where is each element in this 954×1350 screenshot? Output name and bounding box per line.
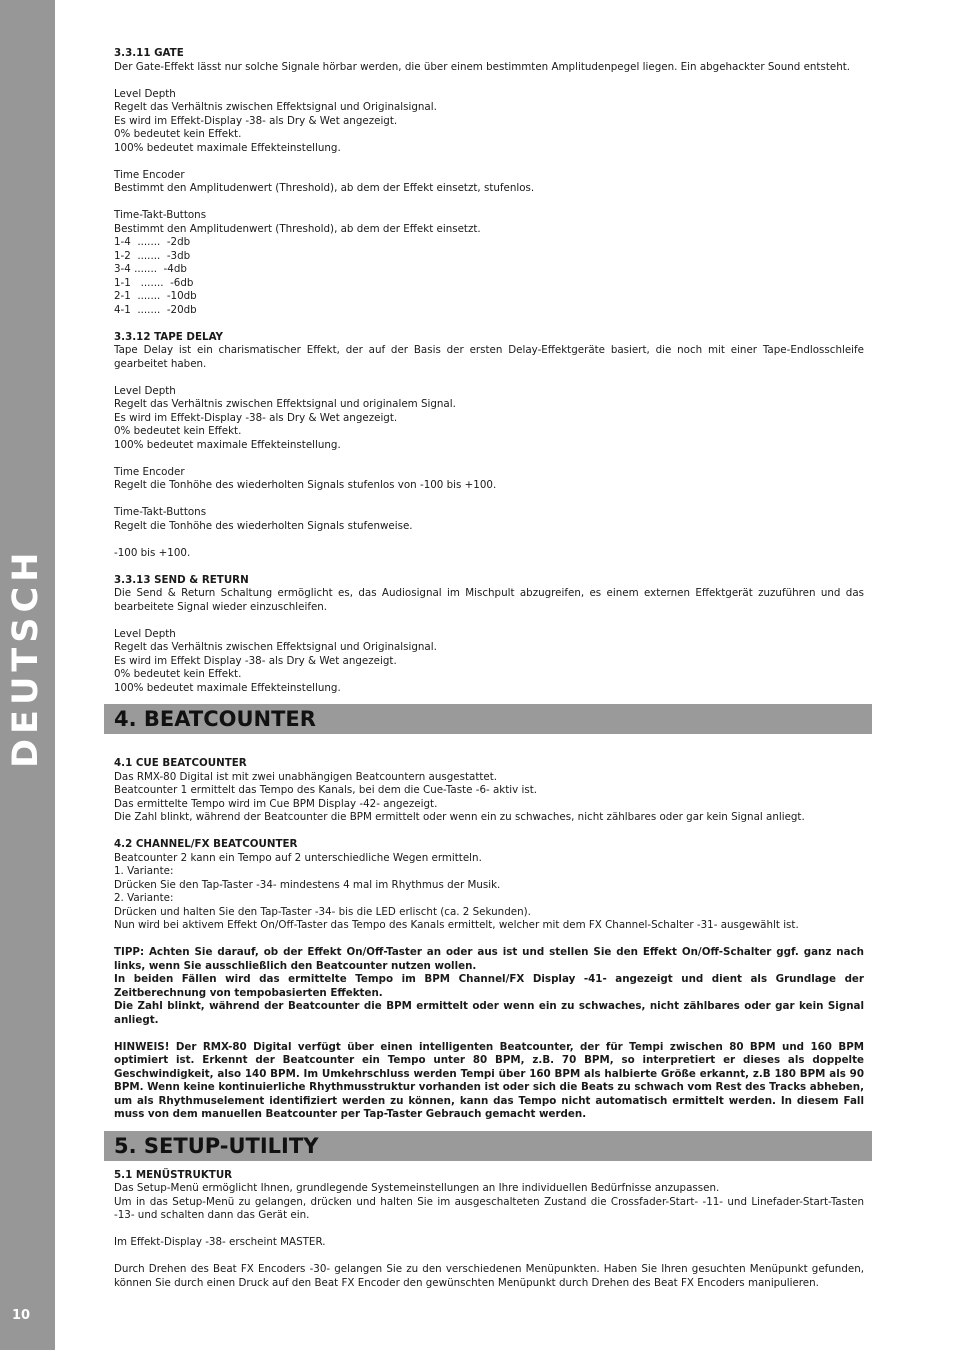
- send-level-block: [114, 628, 864, 696]
- send-level-line: 0% bedeutet kein Effekt.: [114, 668, 242, 680]
- beatcounter-banner: 4. BEATCOUNTER: [104, 704, 872, 734]
- tape-level-line: 0% bedeutet kein Effekt.: [114, 425, 242, 437]
- language-sidebar: [0, 0, 55, 1350]
- send-level-title: Level Depth: [114, 627, 176, 640]
- send-level-line: Es wird im Effekt Display -38- als Dry & Wet angezeigt.: [114, 654, 397, 667]
- tip-line: Die Zahl blinkt, während der Beatcounter die BPM ermittelt oder wenn ein zu schwaches, nicht zählbares oder gar kein Signal anliegt.: [114, 1000, 864, 1026]
- tape-time-line: Regelt die Tonhöhe des wiederholten Signals stufenlos von -100 bis +100.: [114, 479, 497, 491]
- page-number: 10: [12, 1308, 31, 1323]
- tape-section: [114, 331, 864, 372]
- cue-line: Beatcounter 1 ermittelt das Tempo des Kanals, bei dem die Cue-Taste -6- aktiv ist.: [114, 784, 538, 796]
- gate-takt-row: 4-1 ....... -20db: [114, 303, 197, 316]
- gate-level-line: 0% bedeutet kein Effekt.: [114, 128, 242, 140]
- cue-heading: 4.1 CUE BEATCOUNTER: [114, 757, 247, 769]
- gate-time-title: Time Encoder: [114, 168, 185, 181]
- gate-takt-row: 1-4 ....... -2db: [114, 236, 191, 248]
- send-level-line: Regelt das Verhältnis zwischen Effektsignal und Originalsignal.: [114, 641, 437, 653]
- tape-level-line: 100% bedeutet maximale Effekteinstellung.: [114, 438, 341, 451]
- cue-line: Die Zahl blinkt, während der Beatcounter die BPM ermittelt oder wenn ein zu schwaches, nicht zählbares oder gar kein Signal anliegt.: [114, 811, 805, 823]
- menu-line: Das Setup-Menü ermöglicht Ihnen, grundlegende Systemeinstellungen an Ihre individuellen Bedürfnisse anzupassen.: [114, 1182, 720, 1194]
- gate-takt-line: Bestimmt den Amplitudenwert (Threshold), ab dem der Effekt einsetzt.: [114, 222, 481, 235]
- master-line: Im Effekt-Display -38- erscheint MASTER.: [114, 1236, 326, 1248]
- channel-heading: 4.2 CHANNEL/FX BEATCOUNTER: [114, 838, 298, 850]
- page-content: [114, 47, 864, 1304]
- tape-level-title: Level Depth: [114, 384, 176, 397]
- channel-line: Nun wird bei aktivem Effekt On/Off-Taster das Tempo des Kanals ermittelt, welcher mit dem FX Channel-Schalter -31- ausgewählt ist.: [114, 919, 799, 931]
- gate-heading: 3.3.11 GATE: [114, 47, 184, 59]
- gate-takt-row: 2-1 ....... -10db: [114, 290, 197, 302]
- encoder-line: Durch Drehen des Beat FX Encoders -30- gelangen Sie zu den verschiedenen Menüpunkten. Haben Sie Ihren gesuchten Menüpunkt gefunden, können Sie durch einen Druck auf den Beat FX Encoder den gewünschten Menüpunkt durch Drehen des Beat FX Encoders manipulieren.: [114, 1263, 864, 1289]
- tape-intro: Tape Delay ist ein charismatischer Effekt, der auf der Basis der ersten Delay-Effektgeräte basiert, die noch mit einer Tape-Endlosschleife gearbeitet haben.: [114, 344, 864, 370]
- tape-range: -100 bis +100.: [114, 546, 191, 559]
- gate-level-line: Regelt das Verhältnis zwischen Effektsignal und Originalsignal.: [114, 101, 437, 113]
- gate-level-line: 100% bedeutet maximale Effekteinstellung.: [114, 141, 341, 154]
- channel-line: 2. Variante:: [114, 892, 174, 904]
- gate-time-line: Bestimmt den Amplitudenwert (Threshold), ab dem der Effekt einsetzt, stufenlos.: [114, 182, 535, 194]
- menu-line: Um in das Setup-Menü zu gelangen, drücken und halten Sie im ausgeschalteten Zustand die Crossfader-Start- -11- und Linefader-Start-Tasten -13- und schalten dann das Gerät ein.: [114, 1195, 864, 1221]
- send-section: [114, 574, 864, 615]
- tape-takt-title: Time-Takt-Buttons: [114, 506, 207, 518]
- gate-takt-row: 1-2 ....... -3db: [114, 249, 191, 262]
- tape-takt-line: Regelt die Tonhöhe des wiederholten Signals stufenweise.: [114, 519, 413, 532]
- channel-section: [114, 838, 864, 933]
- gate-level-title: Level Depth: [114, 87, 176, 100]
- gate-section: [114, 47, 864, 74]
- menu-heading: 5.1 MENÜSTRUKTUR: [114, 1168, 233, 1181]
- cue-section: [114, 757, 864, 825]
- tape-time-title: Time Encoder: [114, 465, 185, 478]
- channel-line: Drücken und halten Sie den Tap-Taster -34- bis die LED erlischt (ca. 2 Sekunden).: [114, 905, 531, 918]
- gate-intro: Der Gate-Effekt lässt nur solche Signale hörbar werden, die über einem bestimmten Amplitudenpegel liegen. Ein abgehackter Sound entsteht.: [114, 60, 851, 73]
- note-block: HINWEIS! Der RMX-80 Digital verfügt über einen intelligenten Beatcounter, der für Tempi zwischen 80 BPM und 160 BPM optimiert ist. Erkennt der Beatcounter ein Tempo unter 80 BPM, z.B. 70 BPM, so interpretiert er dieses als doppelte Geschwindigkeit, also 140 BPM. Im Umkehrschluss werden Tempi über 160 BPM als halbierte Größe erkannt, z.B 180 BPM als 90 BPM. Wenn keine kontinuierliche Rhythmusstruktur vorhanden ist oder sich die Beats zu schwach vom Rest des Tracks abheben, um als Rhythmuselement identifiziert werden zu können, kann das Tempo nicht automatisch ermittelt werden. In diesem Fall muss von dem manuellen Beatcounter per Tap-Taster Gebrauch gemacht werden.: [114, 1040, 864, 1120]
- menu-section: [114, 1169, 864, 1223]
- tip-line: TIPP: Achten Sie darauf, ob der Effekt On/Off-Taster an oder aus ist und stellen Sie den Effekt On/Off-Schalter ggf. ganz nach links, wenn Sie ausschließlich den Beatcounter nutzen wollen.: [114, 946, 864, 972]
- send-level-line: 100% bedeutet maximale Effekteinstellung.: [114, 681, 341, 694]
- channel-line: Beatcounter 2 kann ein Tempo auf 2 unterschiedliche Wegen ermitteln.: [114, 851, 482, 864]
- send-intro: Die Send & Return Schaltung ermöglicht es, das Audiosignal im Mischpult abzugreifen, es einem externen Effektgerät zuzuführen und das bearbeitete Signal wieder einzuschleifen.: [114, 587, 864, 613]
- gate-level-line: Es wird im Effekt-Display -38- als Dry & Wet angezeigt.: [114, 114, 398, 127]
- gate-takt-row: 3-4 ....... -4db: [114, 263, 187, 275]
- tip-block: [114, 946, 864, 1027]
- language-label: DEUTSCH: [6, 547, 46, 768]
- tape-level-block: [114, 385, 864, 453]
- channel-line: 1. Variante:: [114, 865, 174, 877]
- setup-banner: 5. SETUP-UTILITY: [104, 1131, 872, 1161]
- tip-line: In beiden Fällen wird das ermittelte Tempo im BPM Channel/FX Display -41- angezeigt und dient als Grundlage der Zeitberechnung von tempobasierten Effekten.: [114, 973, 864, 999]
- send-heading: 3.3.13 SEND & RETURN: [114, 573, 249, 586]
- tape-level-line: Es wird im Effekt-Display -38- als Dry & Wet angezeigt.: [114, 411, 398, 424]
- cue-line: Das RMX-80 Digital ist mit zwei unabhängigen Beatcountern ausgestattet.: [114, 770, 498, 783]
- gate-takt-block: [114, 209, 864, 317]
- gate-level-block: [114, 88, 864, 156]
- tape-heading: 3.3.12 TAPE DELAY: [114, 330, 224, 343]
- gate-takt-row: 1-1 ....... -6db: [114, 276, 194, 289]
- tape-takt-block: [114, 506, 864, 533]
- tape-level-line: Regelt das Verhältnis zwischen Effektsignal und originalem Signal.: [114, 398, 456, 410]
- gate-takt-title: Time-Takt-Buttons: [114, 209, 207, 221]
- gate-time-block: [114, 169, 864, 196]
- cue-line: Das ermittelte Tempo wird im Cue BPM Display -42- angezeigt.: [114, 797, 438, 810]
- tape-time-block: [114, 466, 864, 493]
- channel-line: Drücken Sie den Tap-Taster -34- mindestens 4 mal im Rhythmus der Musik.: [114, 878, 501, 891]
